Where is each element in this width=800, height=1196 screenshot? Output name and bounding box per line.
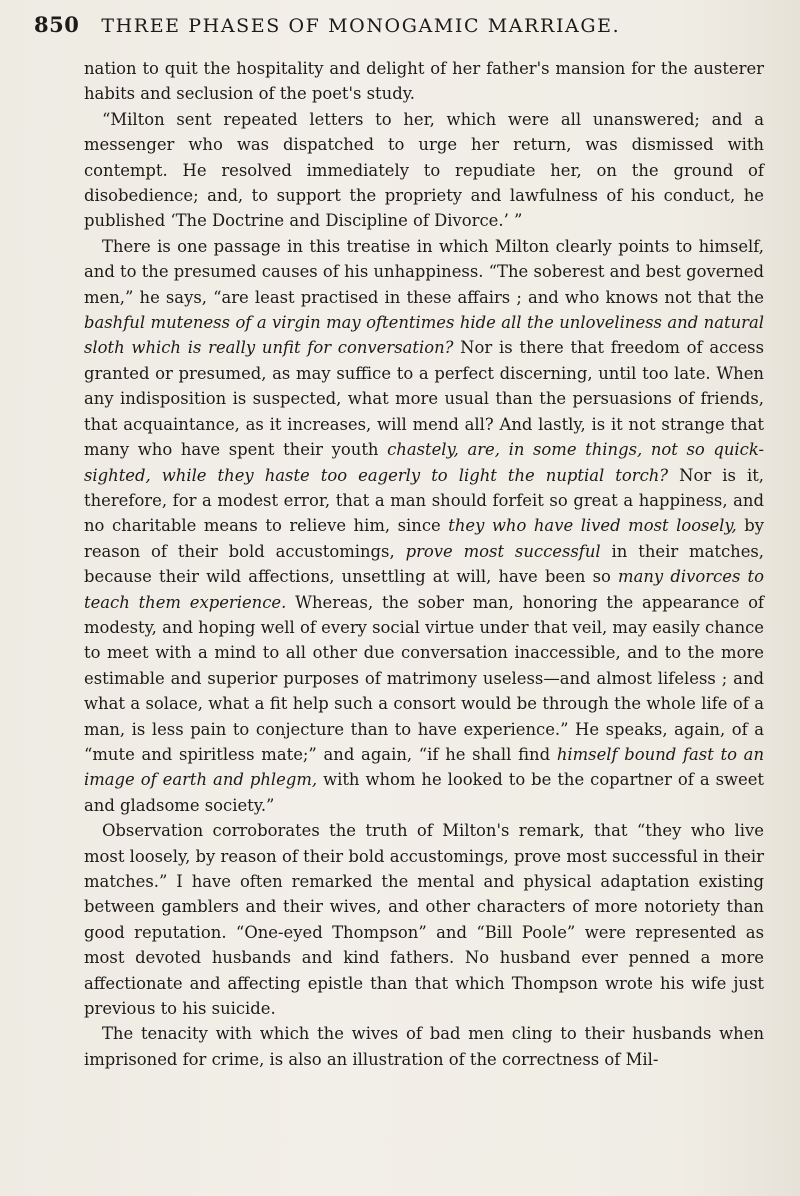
text-run: Observation corroborates the truth of Milton's remark, that “they who live most loosely, by reason of their bold accustomings, prove most successful in their matches.” I have often remarked the mental and physical adaptation existing between gamblers and their wives, and other characters of more notoriety than good reputation. “One-eyed Thompson” and “Bill Poole” were represented as most devoted husbands and kind fathers. No husband ever penned a more affectionate and affecting epistle than that which Thompson wrote his wife just previous to his suicide.: [84, 821, 764, 1019]
paragraph: [84, 56, 764, 107]
paragraph: [84, 107, 764, 234]
italic-text: they who have lived most loosely,: [448, 516, 737, 536]
italic-text: himself bound fast to an image of earth and phlegm,: [84, 744, 765, 790]
text-run: with whom he looked to be the copartner of a sweet and gladsome society.”: [84, 770, 765, 815]
italic-text: prove most successful: [405, 541, 601, 561]
text-run: in their matches, because their wild affections, unsettling at will, have been so: [84, 541, 765, 587]
running-title: THREE PHASES OF MONOGAMIC MARRIAGE.: [101, 15, 621, 37]
italic-text: bashful muteness of a virgin may oftentimes hide all the unloveliness and natural sloth which is really unfit for conversation?: [84, 313, 764, 358]
text-run: nation to quit the hospitality and delight of her father's mansion for the austerer habits and seclusion of the poet's study.: [84, 59, 764, 104]
italic-text: many divorces to teach them experience.: [84, 567, 764, 612]
text-run: “Milton sent repeated letters to her, which were all unanswered; and a messenger who was dispatched to urge her return, was dismissed with contempt. He resolved immediately to repudiate her, on the ground of disobedience; and, to support the propriety and lawfulness of his conduct, he published ‘The Doctrine and Discipline of Divorce.’ ”: [84, 109, 764, 231]
body-text: [84, 56, 764, 1072]
text-run: The tenacity with which the wives of bad men cling to their husbands when imprisoned for crime, is also an illustration of the correctness of Mil-: [84, 1024, 764, 1069]
italic-text: chastely, are, in some things, not so quick-sighted, while they haste too eagerly to light the nuptial torch?: [84, 440, 764, 485]
text-run: Whereas, the sober man, honoring the appearance of modesty, and hoping well of every social virtue under that veil, may easily chance to meet with a mind to all other due conversation inaccessible, and to the more estimable and superior purposes of matrimony useless—and almost lifeless ; and what a solace, what a fit help such a consort would be through the whole life of a man, is less pain to conjecture than to have experience.” He speaks, again, of a “mute and spiritless mate;” and again, “if he shall find: [84, 592, 764, 764]
paragraph: [84, 1021, 764, 1072]
paragraph: [84, 234, 764, 818]
text-run: There is one passage in this treatise in which Milton clearly points to himself, and to the presumed causes of his unhappiness. “The soberest and best governed men,” he says, “are least practised in these affairs ; and who knows not that the: [84, 236, 764, 307]
text-run: Nor is it, therefore, for a modest error, that a man should forfeit so great a happiness, and no charitable means to relieve him, since: [84, 465, 764, 536]
paragraph: [84, 818, 764, 1021]
text-run: Nor is there that freedom of access granted or presumed, as may suffice to a perfect discerning, until too late. When any indisposition is suspected, what more usual than the persuasions of friends, that acquaintance, as it increases, will mend all? And lastly, is it not strange that many who have spent their youth: [84, 338, 764, 460]
running-header: [34, 12, 774, 37]
text-run: by reason of their bold accustomings,: [84, 516, 764, 561]
page-number: 850: [34, 12, 80, 37]
